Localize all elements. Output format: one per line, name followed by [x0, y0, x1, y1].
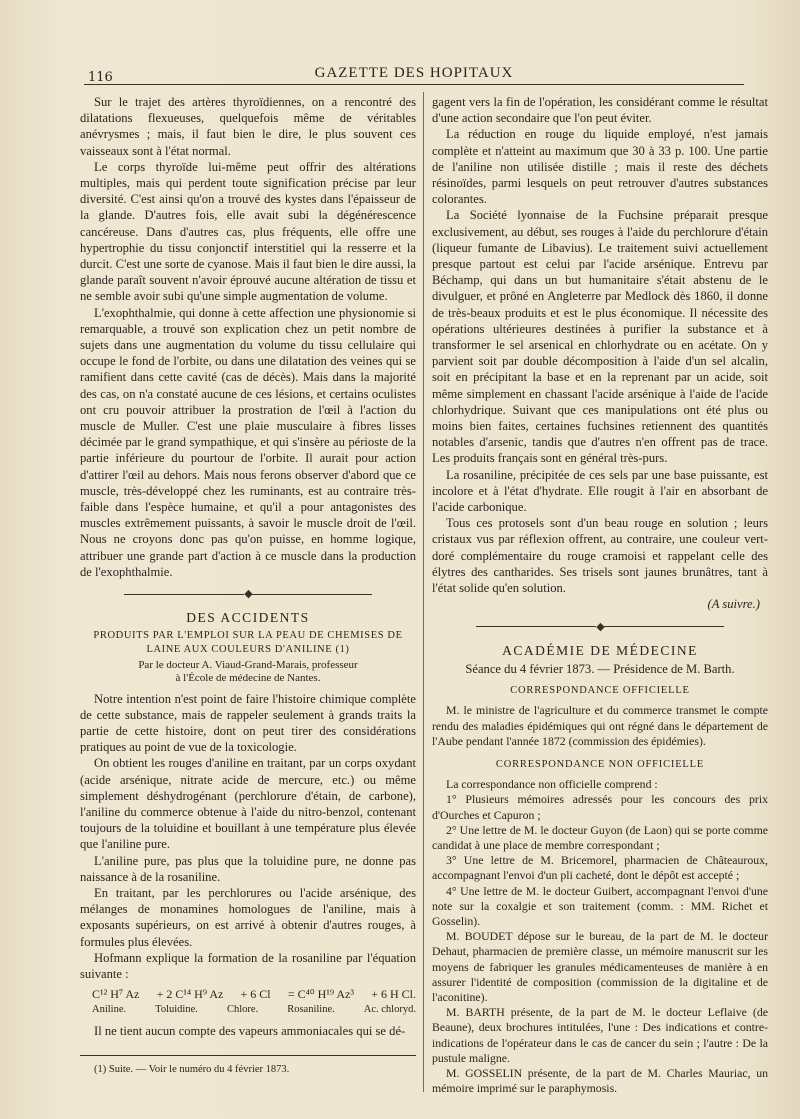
- page-header: [84, 62, 744, 85]
- list-item: 4° Une lettre de M. le docteur Guibert, accompagnant l'envoi d'une note sur la coxalgie et son traitement (comm. : MM. Richet et Gosselin).: [432, 883, 768, 928]
- byline-line: Par le docteur A. Viaud-Grand-Marais, professeur: [138, 658, 358, 671]
- journal-title: GAZETTE DES HOPITAUX: [314, 65, 514, 81]
- left-column: [80, 94, 416, 1078]
- equation-labels: [92, 1002, 416, 1018]
- paragraph: M. GOSSELIN présente, de la part de M. Charles Mauriac, un mémoire imprimé sur le paraphymosis.: [432, 1065, 768, 1096]
- equation-term: C¹² H⁷ Az: [92, 987, 140, 1002]
- footnote: (1) Suite. — Voir le numéro du 4 février 1873.: [94, 1063, 290, 1075]
- session-line: Séance du 4 février 1873. — Présidence de M. Barth.: [465, 661, 735, 676]
- list-item: 3° Une lettre de M. Bricemorel, pharmacien de Châteauroux, accompagnant l'envoi d'un pli cacheté, dont le dépôt est accepté ;: [432, 853, 768, 883]
- paragraph: L'aniline pure, pas plus que la toluidine pure, ne donne pas naissance à de la rosaniline.: [80, 853, 416, 884]
- paragraph: Il ne tient aucun compte des vapeurs ammoniacales qui se dé-: [94, 1023, 406, 1038]
- paragraph: Tous ces protosels sont d'un beau rouge en solution ; leurs cristaux vus par réflexion offrent, au contraire, une couleur vert-doré complémentaire du rouge cramoisi et rappelant celle des élytres des cantharides. Ses trisels sont jaunes brunâtres, tant à l'état solide qu'en solution.: [432, 516, 768, 596]
- section-title: DES ACCIDENTS: [186, 610, 310, 626]
- list-item: 1° Plusieurs mémoires adressés pour les concours des prix d'Ourches et Capuron ;: [432, 792, 768, 822]
- equation-label: Aniline.: [92, 1004, 127, 1016]
- equation-label: Toluidine.: [155, 1004, 198, 1016]
- author-byline: [80, 659, 416, 685]
- paragraph: M. BOUDET dépose sur le bureau, de la part de M. le docteur Dehaut, pharmacien de première classe, un mémoire manuscrit sur les moyens de fabriquer les granules médicamenteuses de manière à en assurer l'identité de composition (commission de la digitaline et de l'aconitine).: [432, 929, 768, 1004]
- right-column: [432, 94, 768, 1096]
- byline-line: à l'École de médecine de Nantes.: [175, 671, 321, 684]
- section-separator: ◆: [80, 586, 416, 602]
- to-be-continued: (A suivre.): [707, 597, 760, 612]
- paragraph: Hofmann explique la formation de la rosaniline par l'équation suivante :: [80, 950, 416, 981]
- paragraph: M. BARTH présente, de la part de M. le docteur Leflaive (de Beaune), deux brochures intitulées, l'une : Des indications et contre-indications de l'opérateur dans le cas de cancer du sein ; l'autre : De la pustule maligne.: [432, 1005, 768, 1065]
- list-item: 2° Une lettre de M. le docteur Guyon (de Laon) qui se porte comme candidat à une place de membre correspondant ;: [432, 822, 768, 852]
- page-number: 116: [88, 70, 113, 85]
- paragraph: La rosaniline, précipitée de ces sels par une base puissante, est incolore et à l'état d'hydrate. Elle rougit à l'air en absorbant de l'acide carbonique.: [432, 467, 768, 515]
- paragraph: Sur le trajet des artères thyroïdiennes, on a rencontré des dilatations flexueuses, quelquefois même de véritables anévrysmes ; mais, il faut bien le dire, le plus souvent ces vaisseaux sont à l'état normal.: [80, 95, 416, 158]
- section-separator: ◆: [432, 619, 768, 635]
- footnote-rule: [80, 1055, 416, 1056]
- equation-label: Ac. chloryd.: [363, 1004, 416, 1016]
- paragraph: La Société lyonnaise de la Fuchsine préparait presque exclusivement, au début, ses rouges à l'aide du perchlorure d'étain (liqueur fumante de Libavius). Le traitement suivi actuellement presque partout est celui par l'acide arsénique. Entrevu par Béchamp, qui dans un but humanitaire s'était abstenu de le divulguer, et prôné en Angleterre par Medlock dès 1860, il donne de très-beaux produits et est le plus économique. Il nécessite des opérations ultérieures destinées à purifier la substance et à transformer le sel arsenical en chlorhydrate ou en acétate. On y parvient soit par double décomposition à l'aide d'un sel alcalin, soit en précipitant la base et en la reprenant par un acide, soit même simplement en chassant l'acide arsénique à l'aide de l'acide chlorhydrique. Suivant que ces manipulations ont été plus ou moins bien faites, certaines fuchsines retiennent des quantités notables d'arsenic, tandis que d'autres n'en offrent pas de trace. Les produits français sont en général très-purs.: [432, 208, 768, 466]
- section-subtitle: PRODUITS PAR L'EMPLOI SUR LA PEAU DE CHEMISES DE LAINE AUX COULEURS D'ANILINE (1): [93, 629, 403, 655]
- subsection-title: CORRESPONDANCE OFFICIELLE: [510, 685, 690, 697]
- column-divider: [423, 92, 424, 1092]
- equation-label: Chlore.: [226, 1004, 259, 1016]
- paragraph: Notre intention n'est point de faire l'histoire chimique complète de cette substance, mais de rappeler seulement à grands traits la partie de cette histoire, dont on peut tirer des considérations pratiques au point de vue de la toxicologie.: [80, 691, 416, 755]
- subsection-title: CORRESPONDANCE NON OFFICIELLE: [495, 758, 705, 770]
- paragraph: On obtient les rouges d'aniline en traitant, par un corps oxydant (acide arsénique, nitrate acide de mercure, etc.) ou même simplement déshydrogénant (perchlorure d'étain, de carbone), l'aniline du commerce obtenue à l'aide du nitro-benzol, contenant toujours de la toluidine et bouillant à une température plus élevée que l'aniline pure.: [80, 756, 416, 852]
- equation-term: + 6 H Cl.: [371, 987, 416, 1002]
- paragraph: M. le ministre de l'agriculture et du commerce transmet le compte rendu des maladies épidémiques qui ont régné dans le département de l'Aube pendant l'année 1872 (commission des épidémies).: [432, 703, 768, 748]
- paragraph: L'exophthalmie, qui donne à cette affection une physionomie si remarquable, a trouvé son explication chez un petit nombre de sujets dans une augmentation du volume du tissu cellulaire qui occupe le fond de l'orbite, ou dans une dilatation des veines qui se ramifient dans cette cavité (cas de décès). Mais dans la majorité des cas, on n'a constaté aucune de ces lésions, et certains oculistes ont cru pouvoir attribuer la prostration de l'œil à l'action du muscle de Muller. C'est une plaie musculaire à fibres lisses décimée par le grand sympathique, et qui s'insère au périoste de la partie inférieure du pourtour de l'orbite. Il aurait pour action d'attirer l'œil au dehors. Mais nous ferons observer d'abord que ce muscle, très-développé chez les ruminants, est au contraire très-faible dans l'espèce humaine, et qu'il a pour antagonistes des muscles extrêmement puissants, à savoir le muscle droit de l'œil. Nous ne croyons donc pas qu'on puisse, en homme logique, attribuer une grande part d'action à ce muscle dans la production de l'exophthalmie.: [80, 305, 416, 579]
- equation-term: + 2 C¹⁴ H⁹ Az: [156, 987, 224, 1002]
- paragraph: En traitant, par les perchlorures ou l'acide arsénique, des mélanges de monamines homologues de l'aniline, mais à exposants supérieurs, on est arrivé à obtenir d'autres rouges, à formules plus élevées.: [80, 885, 416, 949]
- equation-label: Rosaniline.: [287, 1004, 335, 1016]
- equation-term: = C⁴⁰ H¹⁹ Az³: [287, 987, 354, 1002]
- paragraph: Le corps thyroïde lui-même peut offrir des altérations multiples, mais qui perdent toute signification précise par leur diversité. C'est ainsi qu'on a trouvé des kystes dans l'épaisseur de la glande. D'autres fois, elle avait subi la dégénérescence cancéreuse. Dans d'autres cas, plus fréquents, elle offre une hypertrophie du tissu conjonctif interstitiel qui la resserre et la durcit. C'est une sorte de cyanose. Mais il faut bien le dire aussi, la glande paraît souvent n'avoir éprouvé aucune altération de tissu et ne semble avoir subi qu'une simple augmentation de volume.: [80, 159, 416, 304]
- academy-title: ACADÉMIE DE MÉDECINE: [502, 642, 698, 658]
- paragraph: La réduction en rouge du liquide employé, n'est jamais complète et n'atteint au maximum que 30 à 33 p. 100. Une partie de l'aniline non utilisée distille ; mais il reste des déchets résinoïdes, parmi lesquels on peut retrouver d'autres substances colorantes.: [432, 127, 768, 207]
- chemical-equation: [92, 986, 416, 1002]
- paragraph: La correspondance non officielle comprend :: [446, 777, 658, 792]
- equation-term: + 6 Cl: [240, 987, 271, 1002]
- paragraph: gagent vers la fin de l'opération, les considérant comme le résultat d'une action secondaire que l'on peut éviter.: [432, 95, 768, 126]
